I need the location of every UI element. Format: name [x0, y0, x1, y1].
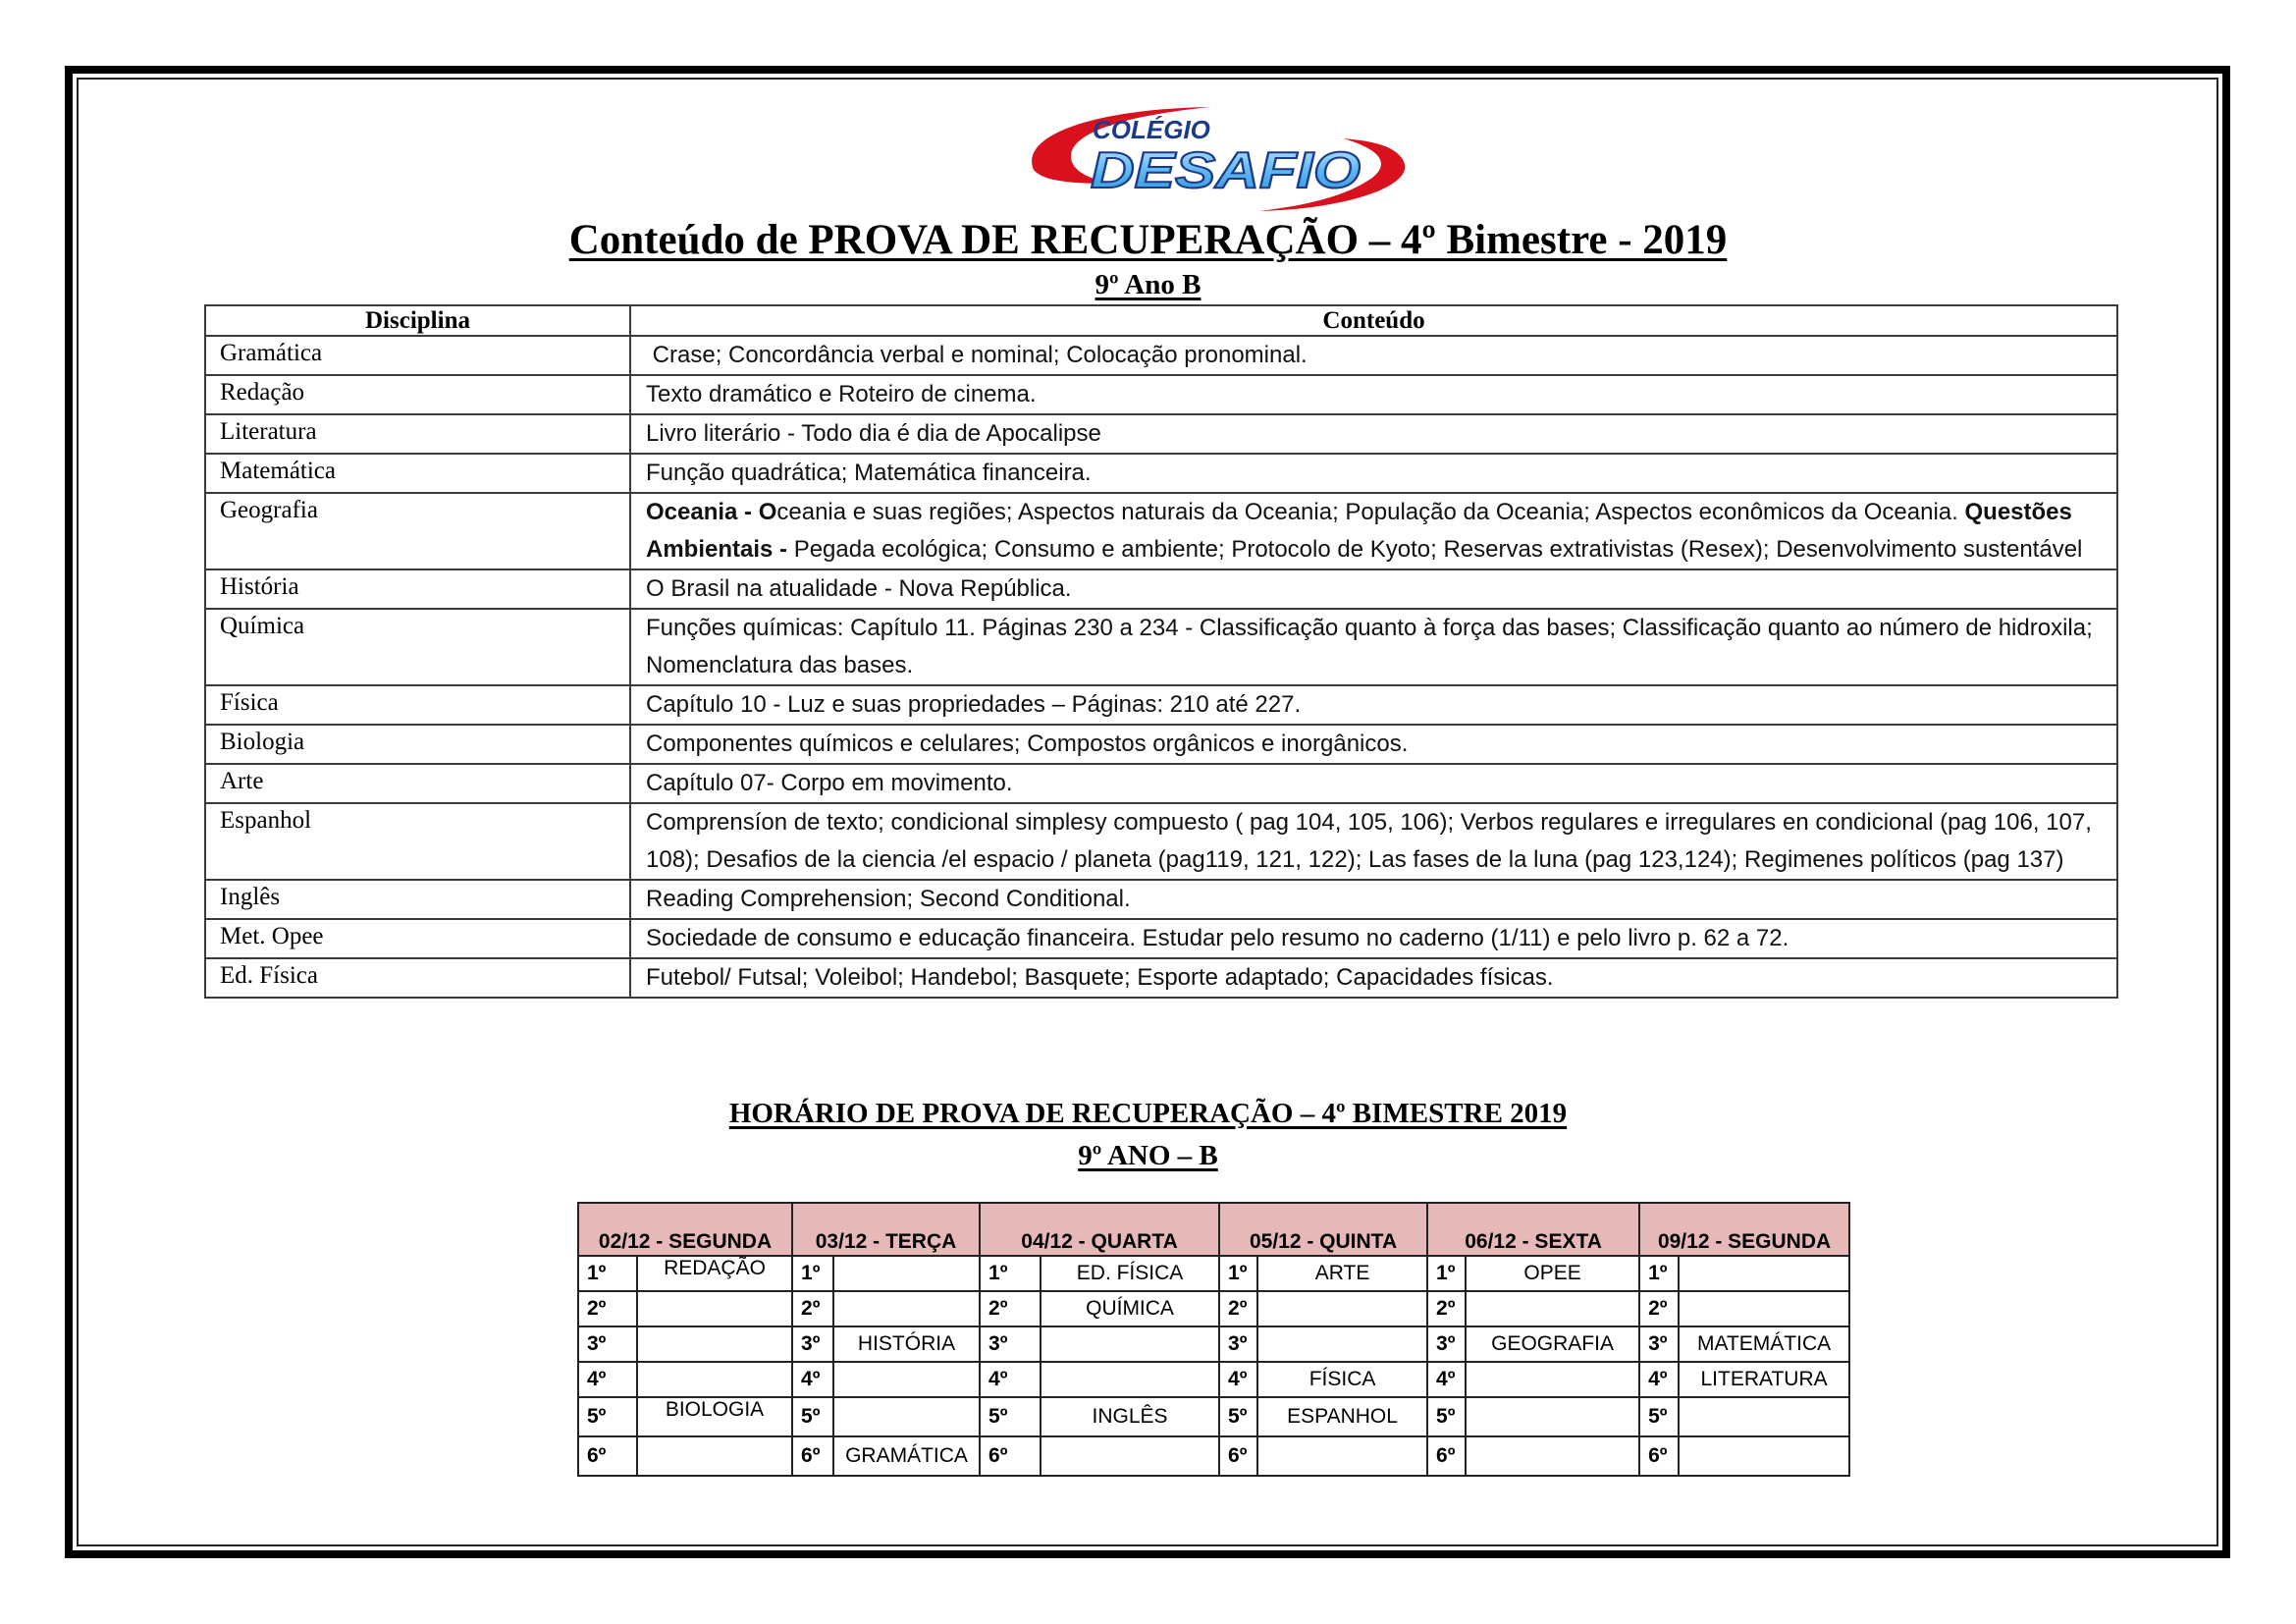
period-number: 3º: [1219, 1326, 1257, 1362]
day-header: 05/12 - QUINTA: [1219, 1203, 1427, 1256]
disciplina-cell: Ed. Física: [205, 958, 630, 998]
disciplina-cell: Gramática: [205, 336, 630, 375]
disciplina-cell: Física: [205, 685, 630, 725]
page-title: Conteúdo de PROVA DE RECUPERAÇÃO – 4º Bimestre - 2019: [568, 217, 1728, 263]
conteudo-cell: Funções químicas: Capítulo 11. Páginas 230 a 234 - Classificação quanto à força das bases; Classificação quanto ao número de hidroxila; Nomenclatura das bases.: [630, 609, 2117, 685]
exam-subject-cell: [833, 1362, 980, 1397]
schedule-table: [577, 1202, 1850, 1477]
table-row: [205, 764, 2117, 803]
period-number: 5º: [1427, 1397, 1466, 1436]
period-number: 1º: [1219, 1256, 1257, 1291]
exam-subject-cell: ED. FÍSICA: [1041, 1256, 1219, 1291]
exam-subject-cell: FÍSICA: [1257, 1362, 1427, 1397]
disciplina-cell: Met. Opee: [205, 919, 630, 958]
table-row: [205, 336, 2117, 375]
period-number: 4º: [1427, 1362, 1466, 1397]
exam-subject-cell: LITERATURA: [1679, 1362, 1849, 1397]
period-number: 3º: [1639, 1326, 1679, 1362]
period-number: 2º: [980, 1291, 1041, 1326]
table-row: [205, 569, 2117, 609]
period-number: 1º: [578, 1256, 637, 1291]
logo-line1: COLÉGIO: [1093, 115, 1210, 144]
table-row: [205, 375, 2117, 414]
exam-subject-cell: [637, 1326, 792, 1362]
exam-subject-cell: [833, 1397, 980, 1436]
header-conteudo: Conteúdo: [630, 305, 2117, 336]
conteudo-cell: Futebol/ Futsal; Voleibol; Handebol; Basquete; Esporte adaptado; Capacidades físicas.: [630, 958, 2117, 998]
exam-subject-cell: GEOGRAFIA: [1466, 1326, 1639, 1362]
disciplina-cell: Química: [205, 609, 630, 685]
period-number: 2º: [792, 1291, 833, 1326]
period-number: 4º: [980, 1362, 1041, 1397]
exam-subject-cell: REDAÇÃO: [637, 1256, 792, 1291]
exam-subject-cell: BIOLOGIA: [637, 1397, 792, 1436]
schedule-row: [578, 1326, 1849, 1362]
period-number: 1º: [792, 1256, 833, 1291]
day-header: 04/12 - QUARTA: [980, 1203, 1219, 1256]
conteudo-cell: Crase; Concordância verbal e nominal; Colocação pronominal.: [630, 336, 2117, 375]
period-number: 4º: [1639, 1362, 1679, 1397]
period-number: 2º: [1219, 1291, 1257, 1326]
exam-subject-cell: [833, 1256, 980, 1291]
exam-subject-cell: [1041, 1326, 1219, 1362]
table-row: [205, 414, 2117, 454]
schedule-row: [578, 1291, 1849, 1326]
period-number: 6º: [792, 1436, 833, 1476]
day-header: 06/12 - SEXTA: [1427, 1203, 1639, 1256]
period-number: 5º: [1639, 1397, 1679, 1436]
period-number: 6º: [578, 1436, 637, 1476]
period-number: 5º: [792, 1397, 833, 1436]
content-table-header: [205, 305, 2117, 336]
disciplina-cell: Matemática: [205, 454, 630, 493]
day-header: 02/12 - SEGUNDA: [578, 1203, 792, 1256]
table-row: [205, 454, 2117, 493]
period-number: 4º: [578, 1362, 637, 1397]
exam-subject-cell: [1257, 1326, 1427, 1362]
school-logo: [1014, 101, 1416, 214]
content-table: [204, 304, 2118, 999]
period-number: 1º: [1427, 1256, 1466, 1291]
day-header: 09/12 - SEGUNDA: [1639, 1203, 1849, 1256]
schedule-title: HORÁRIO DE PROVA DE RECUPERAÇÃO – 4º BIMESTRE 2019: [728, 1098, 1568, 1129]
period-number: 3º: [980, 1326, 1041, 1362]
table-row: [205, 493, 2117, 569]
disciplina-cell: Redação: [205, 375, 630, 414]
table-row: [205, 609, 2117, 685]
schedule-row: [578, 1436, 1849, 1476]
period-number: 5º: [578, 1397, 637, 1436]
period-number: 3º: [578, 1326, 637, 1362]
exam-subject-cell: [1257, 1436, 1427, 1476]
conteudo-cell: Capítulo 07- Corpo em movimento.: [630, 764, 2117, 803]
table-row: [205, 803, 2117, 880]
exam-subject-cell: [1257, 1291, 1427, 1326]
logo-line2: DESAFIO: [1091, 142, 1361, 199]
header-disciplina: Disciplina: [205, 305, 630, 336]
disciplina-cell: Arte: [205, 764, 630, 803]
period-number: 6º: [1219, 1436, 1257, 1476]
exam-subject-cell: [1679, 1436, 1849, 1476]
period-number: 3º: [1427, 1326, 1466, 1362]
period-number: 2º: [1639, 1291, 1679, 1326]
schedule-row: [578, 1256, 1849, 1291]
exam-subject-cell: MATEMÁTICA: [1679, 1326, 1849, 1362]
exam-subject-cell: [1041, 1362, 1219, 1397]
period-number: 2º: [578, 1291, 637, 1326]
exam-subject-cell: [637, 1436, 792, 1476]
table-row: [205, 919, 2117, 958]
period-number: 6º: [1639, 1436, 1679, 1476]
period-number: 5º: [980, 1397, 1041, 1436]
table-row: [205, 685, 2117, 725]
schedule-header-row: [578, 1203, 1849, 1256]
exam-subject-cell: ARTE: [1257, 1256, 1427, 1291]
conteudo-cell: O Brasil na atualidade - Nova República.: [630, 569, 2117, 609]
table-row: [205, 880, 2117, 919]
table-row: [205, 725, 2117, 764]
disciplina-cell: Geografia: [205, 493, 630, 569]
disciplina-cell: Espanhol: [205, 803, 630, 880]
schedule-subtitle: 9º ANO – B: [1078, 1140, 1218, 1171]
exam-subject-cell: [1466, 1291, 1639, 1326]
period-number: 6º: [1427, 1436, 1466, 1476]
schedule-row: [578, 1397, 1849, 1436]
exam-subject-cell: INGLÊS: [1041, 1397, 1219, 1436]
exam-subject-cell: [637, 1362, 792, 1397]
exam-subject-cell: OPEE: [1466, 1256, 1639, 1291]
exam-subject-cell: [1466, 1436, 1639, 1476]
exam-subject-cell: QUÍMICA: [1041, 1291, 1219, 1326]
disciplina-cell: Literatura: [205, 414, 630, 454]
exam-subject-cell: HISTÓRIA: [833, 1326, 980, 1362]
conteudo-cell: Oceania - Oceania e suas regiões; Aspectos naturais da Oceania; População da Oceania; Aspectos econômicos da Oceania. Questões Ambientais - Pegada ecológica; Consumo e ambiente; Protocolo de Kyoto; Reservas extrativistas (Resex); Desenvolvimento sustentável: [630, 493, 2117, 569]
conteudo-cell: Texto dramático e Roteiro de cinema.: [630, 375, 2117, 414]
table-row: [205, 958, 2117, 998]
conteudo-cell: Sociedade de consumo e educação financeira. Estudar pelo resumo no caderno (1/11) e pelo livro p. 62 a 72.: [630, 919, 2117, 958]
period-number: 6º: [980, 1436, 1041, 1476]
conteudo-cell: Livro literário - Todo dia é dia de Apocalipse: [630, 414, 2117, 454]
conteudo-cell: Componentes químicos e celulares; Compostos orgânicos e inorgânicos.: [630, 725, 2117, 764]
exam-subject-cell: [1679, 1256, 1849, 1291]
exam-subject-cell: [1679, 1291, 1849, 1326]
period-number: 2º: [1427, 1291, 1466, 1326]
conteudo-cell: Capítulo 10 - Luz e suas propriedades – Páginas: 210 até 227.: [630, 685, 2117, 725]
day-header: 03/12 - TERÇA: [792, 1203, 980, 1256]
conteudo-cell: Reading Comprehension; Second Conditional.: [630, 880, 2117, 919]
period-number: 1º: [980, 1256, 1041, 1291]
period-number: 4º: [1219, 1362, 1257, 1397]
schedule-row: [578, 1362, 1849, 1397]
exam-subject-cell: ESPANHOL: [1257, 1397, 1427, 1436]
period-number: 4º: [792, 1362, 833, 1397]
disciplina-cell: Biologia: [205, 725, 630, 764]
exam-subject-cell: GRAMÁTICA: [833, 1436, 980, 1476]
period-number: 3º: [792, 1326, 833, 1362]
exam-subject-cell: [1466, 1362, 1639, 1397]
conteudo-cell: Comprensíon de texto; condicional simplesy compuesto ( pag 104, 105, 106); Verbos regulares e irregulares en condicional (pag 106, 107, 108); Desafios de la ciencia /el espacio / planeta (pag119, 121, 122); Las fases de la luna (pag 123,124); Regimenes políticos (pag 137): [630, 803, 2117, 880]
exam-subject-cell: [1041, 1436, 1219, 1476]
period-number: 5º: [1219, 1397, 1257, 1436]
exam-subject-cell: [637, 1291, 792, 1326]
class-subtitle: 9º Ano B: [1095, 269, 1201, 300]
disciplina-cell: História: [205, 569, 630, 609]
exam-subject-cell: [1679, 1397, 1849, 1436]
disciplina-cell: Inglês: [205, 880, 630, 919]
exam-subject-cell: [1466, 1397, 1639, 1436]
exam-subject-cell: [833, 1291, 980, 1326]
period-number: 1º: [1639, 1256, 1679, 1291]
conteudo-cell: Função quadrática; Matemática financeira.: [630, 454, 2117, 493]
